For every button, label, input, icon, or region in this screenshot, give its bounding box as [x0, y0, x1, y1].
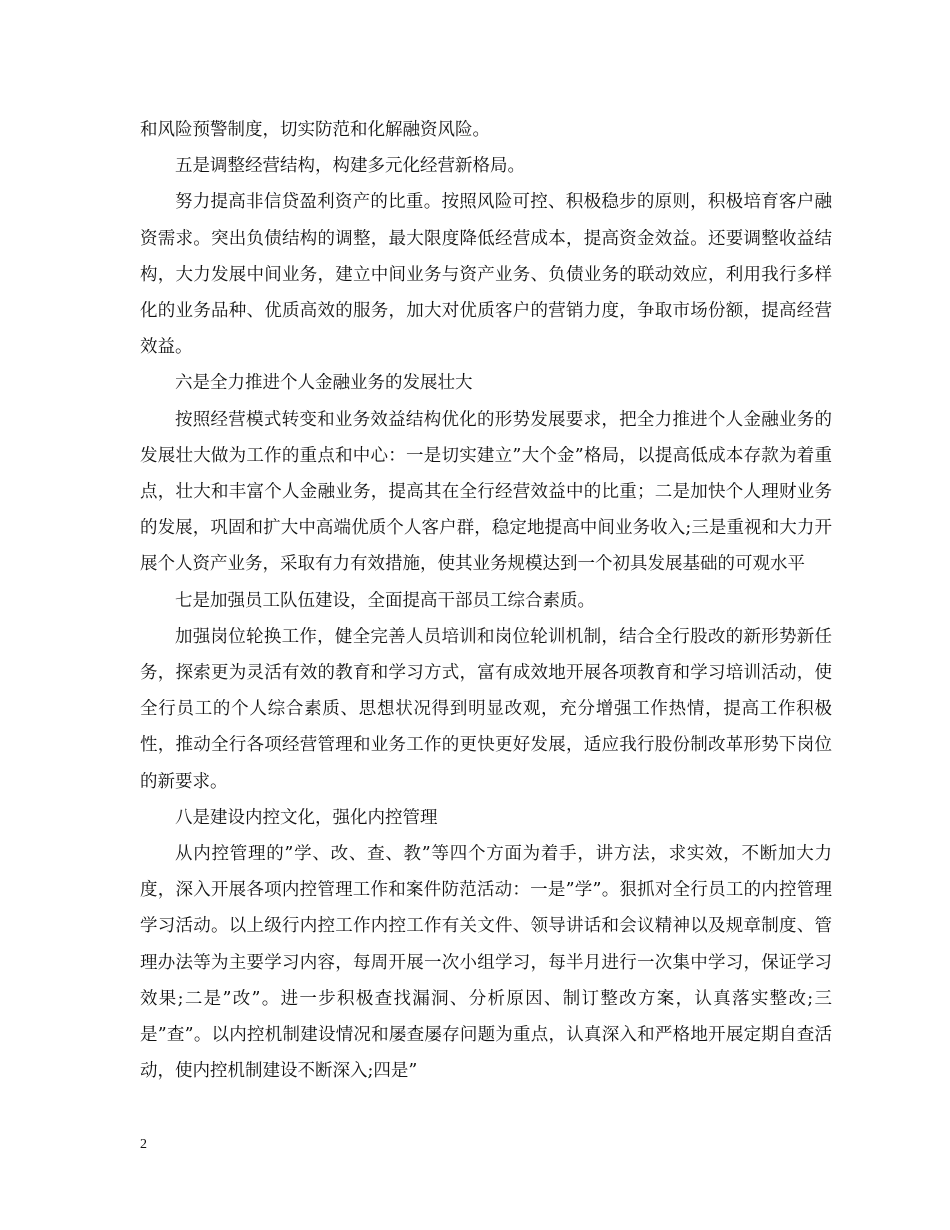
- document-body: [140, 112, 832, 1089]
- page-number: 2: [140, 1137, 147, 1152]
- paragraph-eight: 从内控管理的”学、改、查、教”等四个方面为着手，讲方法，求实效，不断加大力度，深入开展各项内控管理工作和案件防范活动：一是”学”。狠抓对全行员工的内控管理学习活动。以上级行内控工作内控工作有关文件、领导讲话和会议精神以及规章制度、管理办法等为主要学习内容，每周开展一次小组学习，每半月进行一次集中学习，保证学习效果;二是”改”。进一步积极查找漏洞、分析原因、制订整改方案，认真落实整改;三是”查”。以内控机制建设情况和屡查屡存问题为重点，认真深入和严格地开展定期自查活动，使内控机制建设不断深入;四是”: [140, 844, 832, 1082]
- heading-five: 五是调整经营结构，构建多元化经营新格局。: [175, 156, 525, 177]
- heading-seven: 七是加强员工队伍建设，全面提高干部员工综合素质。: [175, 590, 595, 611]
- paragraph-six: 按照经营模式转变和业务效益结构优化的形势发展要求，把全力推进个人金融业务的发展壮大做为工作的重点和中心：一是切实建立”大个金”格局，以提高低成本存款为着重点，壮大和丰富个人金融业务，提高其在全行经营效益中的比重；二是加快个人理财业务的发展，巩固和扩大中高端优质个人客户群，稳定地提高中间业务收入;三是重视和大力开展个人资产业务，采取有力有效措施，使其业务规模达到一个初具发展基础的可观水平: [140, 409, 832, 575]
- heading-eight: 八是建设内控文化，强化内控管理: [175, 807, 438, 828]
- heading-six: 六是全力推进个人金融业务的发展壮大: [175, 373, 473, 394]
- paragraph-continuation: 和风险预警制度，切实防范和化解融资风险。: [140, 120, 490, 140]
- paragraph-five: 努力提高非信贷盈利资产的比重。按照风险可控、积极稳步的原则，积极培育客户融资需求。突出负债结构的调整，最大限度降低经营成本，提高资金效益。还要调整收益结构，大力发展中间业务，建立中间业务与资产业务、负债业务的联动效应，利用我行多样化的业务品种、优质高效的服务，加大对优质客户的营销力度，争取市场份额，提高经营效益。: [140, 192, 832, 358]
- paragraph-seven: 加强岗位轮换工作，健全完善人员培训和岗位轮训机制，结合全行股改的新形势新任务，探索更为灵活有效的教育和学习方式，富有成效地开展各项教育和学习培训活动，使全行员工的个人综合素质、思想状况得到明显改观，充分增强工作热情，提高工作积极性，推动全行各项经营管理和业务工作的更快更好发展，适应我行股份制改革形势下岗位的新要求。: [140, 626, 832, 792]
